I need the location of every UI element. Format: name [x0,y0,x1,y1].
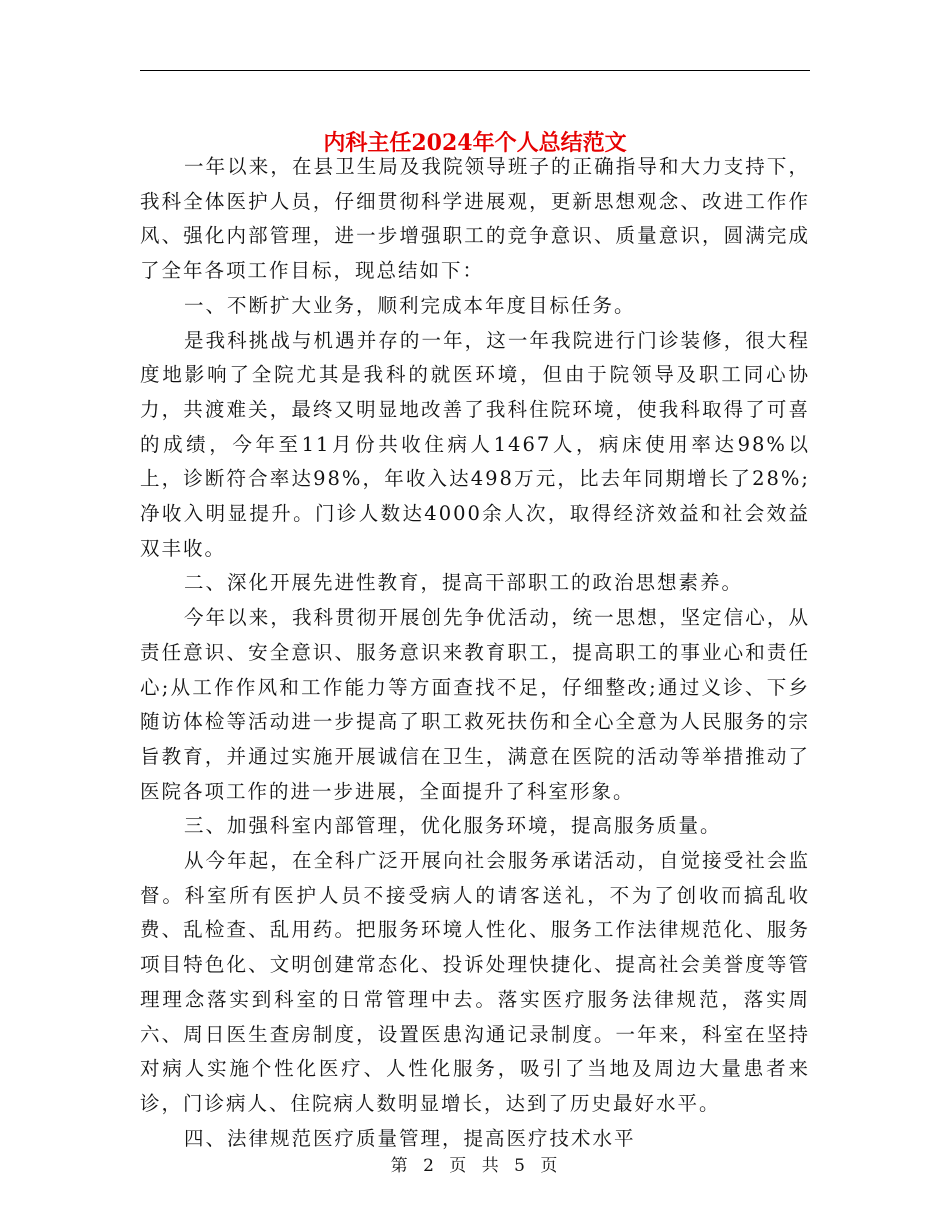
section-paragraph-1: 是我科挑战与机遇并存的一年，这一年我院进行门诊装修，很大程度地影响了全院尤其是我科的就医环境，但由于院领导及职工同心协力，共渡难关，最终又明显地改善了我科住院环境，使我科取得了可喜的成绩，今年至11月份共收住病人1467人，病床使用率达98%以上，诊断符合率达98%，年收入达498万元，比去年同期增长了28%;净收入明显提升。门诊人数达4000余人次，取得经济效益和社会效益双丰收。 [140,328,810,560]
intro-paragraph: 一年以来，在县卫生局及我院领导班子的正确指导和大力支持下，我科全体医护人员，仔细贯彻科学进展观，更新思想观念、改进工作作风、强化内部管理，进一步增强职工的竞争意识、质量意识，圆满完成了全年各项工作目标，现总结如下： [140,155,810,283]
section-paragraph-2: 今年以来，我科贯彻开展创先争优活动，统一思想，坚定信心，从责任意识、安全意识、服务意识来教育职工，提高职工的事业心和责任心;从工作作风和工作能力等方面查找不足，仔细整改;通过义诊、下乡随访体检等活动进一步提高了职工救死扶伤和全心全意为人民服务的宗旨教育，并通过实施开展诚信在卫生，满意在医院的活动等举措推动了医院各项工作的进一步进展，全面提升了科室形象。 [140,606,810,803]
header-rule [140,70,810,71]
document-body [140,150,810,1156]
page-footer: 第 2 页 共 5 页 [390,1156,560,1176]
section-heading-2: 二、深化开展先进性教育，提高干部职工的政治思想素养。 [184,571,744,595]
section-heading-3: 三、加强科室内部管理，优化服务环境，提高服务质量。 [184,814,722,838]
section-heading-1: 一、不断扩大业务，顺利完成本年度目标任务。 [184,293,636,317]
document-title: 内科主任2024年个人总结范文 [323,129,627,156]
section-heading-4: 四、法律规范医疗质量管理，提高医疗技术水平 [184,1126,636,1150]
section-paragraph-3: 从今年起，在全科广泛开展向社会服务承诺活动，自觉接受社会监督。科室所有医护人员不接受病人的请客送礼，不为了创收而搞乱收费、乱检查、乱用药。把服务环境人性化、服务工作法律规范化、服务项目特色化、文明创建常态化、投诉处理快捷化、提高社会美誉度等管理理念落实到科室的日常管理中去。落实医疗服务法律规范，落实周六、周日医生查房制度，设置医患沟通记录制度。一年来，科室在坚持对病人实施个性化医疗、人性化服务，吸引了当地及周边大量患者来诊，门诊病人、住院病人数明显增长，达到了历史最好水平。 [140,849,810,1115]
